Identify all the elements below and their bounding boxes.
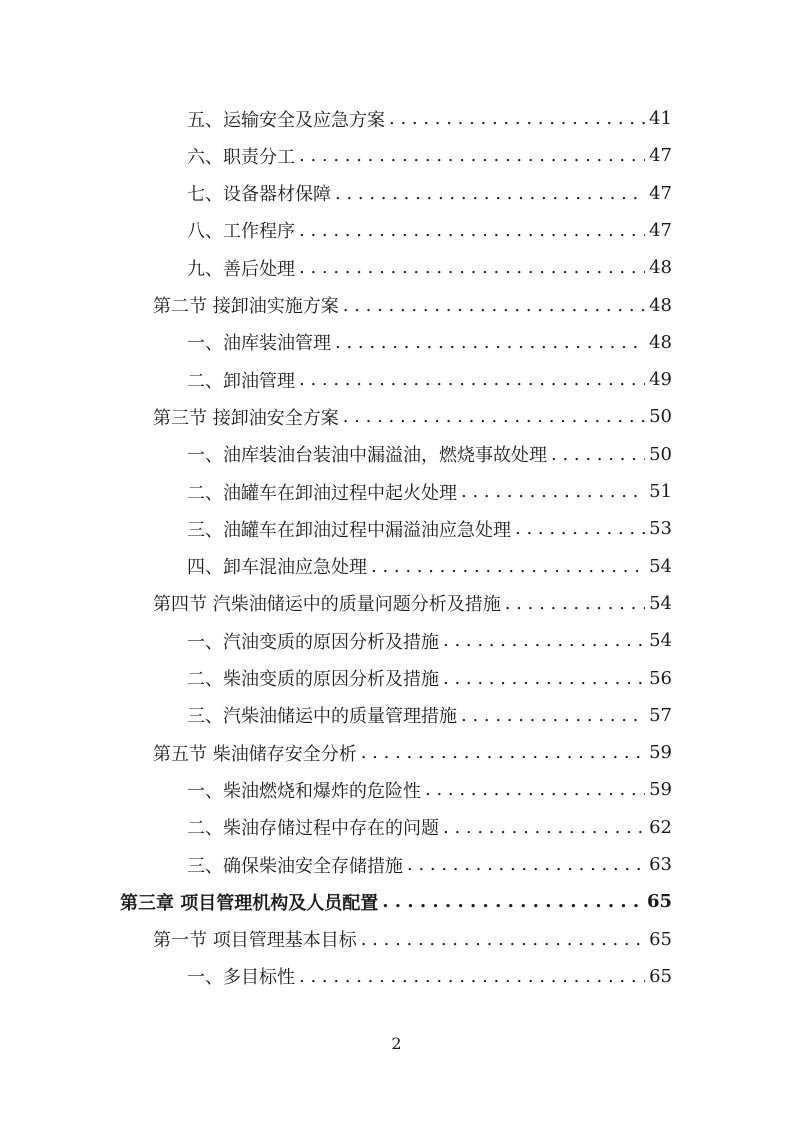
toc-dot-leader: [461, 705, 645, 726]
toc-entry[interactable]: [187, 771, 672, 808]
toc-dot-leader: [443, 630, 645, 651]
toc-entry-title: 二、卸油管理: [187, 370, 295, 392]
toc-dot-leader: [407, 854, 645, 875]
toc-entry-page: 62: [649, 816, 672, 838]
toc-entry[interactable]: [187, 361, 672, 398]
toc-dot-leader: [551, 444, 645, 465]
toc-entry-title: 第一节 项目管理基本目标: [153, 930, 357, 952]
toc-entry-page: 41: [649, 108, 672, 129]
toc-dot-leader: [335, 332, 645, 353]
page-number: 2: [391, 1034, 402, 1053]
toc-entry-title: 七、设备器材保障: [187, 184, 331, 206]
toc-entry[interactable]: [187, 846, 672, 883]
toc-entry-title: 五、运输安全及应急方案: [187, 109, 385, 131]
toc-entry-title: 一、柴油燃烧和爆炸的危险性: [187, 780, 421, 802]
toc-dot-leader: [515, 518, 645, 539]
toc-dot-leader: [505, 593, 645, 614]
toc-entry-page: 54: [649, 592, 672, 614]
toc-entry-page: 48: [649, 257, 672, 279]
toc-entry[interactable]: [187, 137, 672, 174]
toc-dot-leader: [299, 369, 645, 390]
toc-dot-leader: [389, 108, 645, 129]
toc-entry-page: 65: [646, 891, 672, 913]
toc-entry[interactable]: [187, 697, 672, 734]
toc-entry-title: 二、柴油变质的原因分析及措施: [187, 669, 439, 690]
toc-dot-leader: [443, 668, 645, 689]
toc-entry-title: 一、油库装油台装油中漏溢油，燃烧事故处理: [187, 445, 547, 467]
toc-entry[interactable]: [153, 734, 672, 771]
toc-entry-page: 51: [649, 481, 672, 502]
toc-dot-leader: [299, 257, 645, 278]
toc-entry-title: 六、职责分工: [187, 146, 295, 168]
toc-entry-title: 二、柴油存储过程中存在的问题: [187, 818, 439, 840]
toc-entry-title: 三、油罐车在卸油过程中漏溢油应急处理: [187, 519, 511, 541]
toc-entry-title: 第二节 接卸油实施方案: [153, 296, 339, 317]
toc-entry-page: 57: [649, 704, 672, 726]
toc-entry-page: 47: [649, 219, 672, 241]
toc-entry-title: 九、善后处理: [187, 258, 295, 280]
toc-entry[interactable]: [187, 100, 672, 137]
toc-entry-page: 47: [649, 145, 672, 167]
toc-dot-leader: [382, 891, 643, 912]
toc-entry[interactable]: [153, 398, 672, 435]
toc-entry-page: 48: [649, 294, 672, 316]
toc-entry[interactable]: [187, 473, 672, 510]
toc-entry-title: 第三章 项目管理机构及人员配置: [120, 892, 379, 914]
toc-entry[interactable]: [153, 585, 672, 622]
toc-entry-page: 50: [649, 443, 672, 465]
toc-entry-page: 48: [649, 331, 672, 353]
toc-entry-page: 65: [649, 965, 672, 987]
toc-entry[interactable]: [153, 921, 672, 958]
toc-entry-page: 59: [649, 742, 672, 764]
toc-dot-leader: [371, 556, 645, 577]
toc-dot-leader: [299, 145, 645, 166]
toc-entry-title: 一、汽油变质的原因分析及措施: [187, 631, 439, 653]
toc-entry-page: 59: [649, 779, 672, 801]
toc-dot-leader: [343, 295, 645, 316]
toc-entry-title: 二、油罐车在卸油过程中起火处理: [187, 482, 457, 504]
toc-entry-page: 54: [649, 555, 672, 577]
toc-entry-title: 第四节 汽柴油储运中的质量问题分析及措施: [153, 594, 501, 616]
toc-dot-leader: [361, 742, 645, 763]
toc-entry[interactable]: [187, 622, 672, 659]
toc-entry-page: 53: [649, 518, 672, 540]
toc-entry-title: 一、油库装油管理: [187, 333, 331, 355]
toc-entry[interactable]: [187, 175, 672, 212]
toc-entry-title: 四、卸车混油应急处理: [187, 557, 367, 579]
toc-entry[interactable]: [187, 436, 672, 473]
toc-entry-page: 54: [649, 630, 672, 652]
toc-entry[interactable]: [187, 249, 672, 286]
toc-dot-leader: [335, 183, 645, 204]
toc-entry[interactable]: [187, 510, 672, 547]
toc-entry-title: 第三节 接卸油安全方案: [153, 407, 339, 429]
toc-entry[interactable]: [187, 212, 672, 249]
toc-dot-leader: [343, 406, 645, 427]
toc-entry[interactable]: [120, 883, 672, 920]
toc-entry-title: 三、汽柴油储运中的质量管理措施: [187, 706, 457, 728]
toc-entry[interactable]: [153, 287, 672, 324]
toc-entry-title: 八、工作程序: [187, 221, 295, 243]
toc-dot-leader: [299, 220, 645, 241]
toc-entry-title: 一、多目标性: [187, 967, 295, 989]
toc-entry-title: 三、确保柴油安全存储措施: [187, 855, 403, 877]
toc-entry-page: 47: [649, 182, 672, 204]
toc-dot-leader: [361, 929, 645, 950]
toc-entry-page: 49: [649, 369, 672, 391]
toc-entry[interactable]: [187, 809, 672, 846]
toc-entry[interactable]: [187, 548, 672, 585]
toc-entry[interactable]: [187, 958, 672, 995]
toc-entry[interactable]: [187, 324, 672, 361]
toc-dot-leader: [425, 779, 645, 800]
toc-dot-leader: [299, 966, 645, 987]
toc-entry[interactable]: [187, 660, 672, 697]
toc-dot-leader: [461, 481, 645, 502]
toc-entry-page: 56: [649, 667, 672, 689]
toc-dot-leader: [443, 817, 645, 838]
toc-entry-page: 63: [649, 854, 672, 875]
toc-entry-page: 50: [649, 406, 672, 428]
toc-entry-title: 第五节 柴油储存安全分析: [153, 743, 357, 765]
toc-entry-page: 65: [649, 928, 672, 950]
